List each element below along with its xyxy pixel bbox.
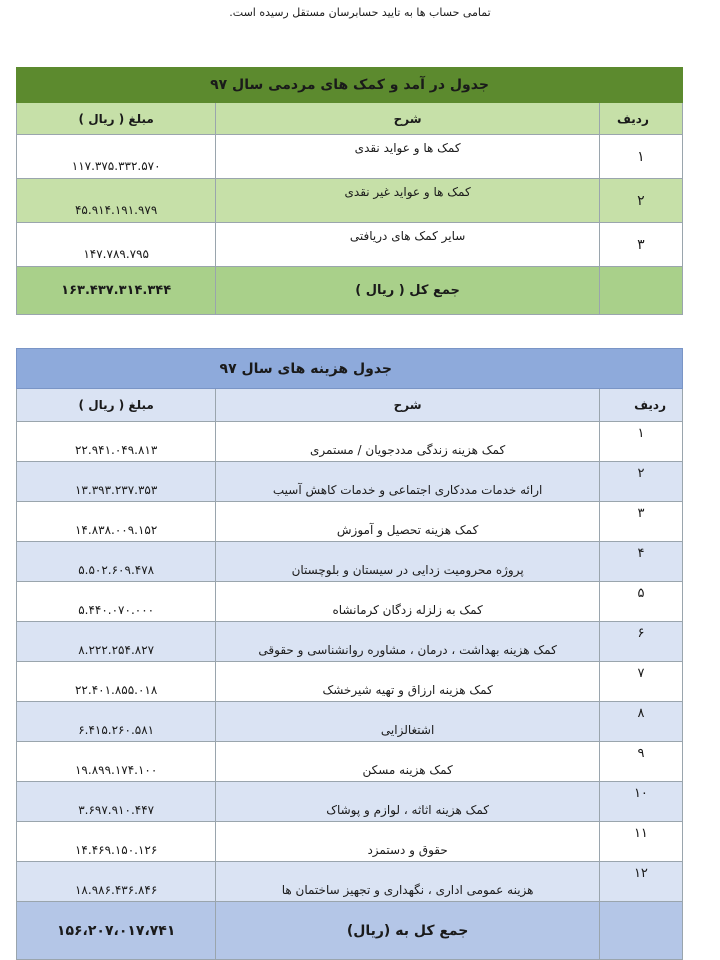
row-amount: ۱۳.۳۹۳.۲۳۷.۳۵۳ bbox=[17, 462, 216, 502]
table-row bbox=[17, 742, 683, 782]
row-amount: ۵.۵۰۲.۶۰۹.۴۷۸ bbox=[17, 542, 216, 582]
table-row bbox=[17, 662, 683, 702]
total-amount: ۱۶۳.۴۳۷.۳۱۴.۳۴۴ bbox=[17, 267, 216, 315]
row-index: ۲ bbox=[599, 179, 682, 223]
row-index: ۸ bbox=[599, 702, 682, 742]
table-row bbox=[17, 502, 683, 542]
expense-header-index: ردیف bbox=[599, 389, 682, 422]
row-description: هزینه عمومی اداری ، نگهداری و تجهیز ساختمان ها bbox=[216, 862, 600, 902]
row-index: ۷ bbox=[599, 662, 682, 702]
table-row bbox=[17, 622, 683, 662]
row-description: کمک هزینه زندگی مددجویان / مستمری bbox=[216, 422, 600, 462]
audit-note: تمامی حساب ها به تایید حسابرسان مستقل رسیده است. bbox=[229, 6, 491, 19]
row-description: ارائه خدمات مددکاری اجتماعی و خدمات کاهش آسیب bbox=[216, 462, 600, 502]
income-table-title: جدول در آمد و کمک های مردمی سال ۹۷ bbox=[17, 68, 683, 103]
row-description: کمک ها و عواید نقدی bbox=[216, 135, 600, 179]
row-description: پروژه محرومیت زدایی در سیستان و بلوچستان bbox=[216, 542, 600, 582]
table-row bbox=[17, 422, 683, 462]
row-description: کمک ها و عواید غیر نقدی bbox=[216, 179, 600, 223]
row-amount: ۶.۴۱۵.۲۶۰.۵۸۱ bbox=[17, 702, 216, 742]
total-row bbox=[17, 267, 683, 315]
expense-table bbox=[16, 348, 683, 960]
row-index: ۱۲ bbox=[599, 862, 682, 902]
row-index: ۴ bbox=[599, 542, 682, 582]
row-description: کمک هزینه اثاثه ، لوازم و پوشاک bbox=[216, 782, 600, 822]
income-header-description: شرح bbox=[216, 103, 600, 135]
row-index: ۱۰ bbox=[599, 782, 682, 822]
row-amount: ۱۴.۸۳۸.۰۰۹.۱۵۲ bbox=[17, 502, 216, 542]
expense-header-description: شرح bbox=[216, 389, 600, 422]
row-index: ۶ bbox=[599, 622, 682, 662]
row-amount: ۱۹.۸۹۹.۱۷۴.۱۰۰ bbox=[17, 742, 216, 782]
row-amount: ۱۴.۴۶۹.۱۵۰.۱۲۶ bbox=[17, 822, 216, 862]
row-amount: ۴۵.۹۱۴.۱۹۱.۹۷۹ bbox=[17, 179, 216, 223]
row-index: ۳ bbox=[599, 223, 682, 267]
row-amount: ۱۸.۹۸۶.۴۳۶.۸۴۶ bbox=[17, 862, 216, 902]
row-amount: ۳.۶۹۷.۹۱۰.۴۴۷ bbox=[17, 782, 216, 822]
row-amount: ۵.۴۴۰.۰۷۰.۰۰۰ bbox=[17, 582, 216, 622]
row-description: سایر کمک های دریافتی bbox=[216, 223, 600, 267]
total-label: جمع کل به (ریال) bbox=[216, 902, 600, 960]
row-index: ۹ bbox=[599, 742, 682, 782]
table-row bbox=[17, 462, 683, 502]
table-row bbox=[17, 135, 683, 179]
table-row bbox=[17, 223, 683, 267]
table-row bbox=[17, 702, 683, 742]
row-description: اشتغالزایی bbox=[216, 702, 600, 742]
row-index: ۳ bbox=[599, 502, 682, 542]
total-row bbox=[17, 902, 683, 960]
row-amount: ۱۱۷.۳۷۵.۳۳۲.۵۷۰ bbox=[17, 135, 216, 179]
total-label: جمع کل ( ریال ) bbox=[216, 267, 600, 315]
table-row bbox=[17, 862, 683, 902]
row-description: کمک به زلزله زدگان کرمانشاه bbox=[216, 582, 600, 622]
row-index: ۱ bbox=[599, 422, 682, 462]
row-index: ۱ bbox=[599, 135, 682, 179]
row-description: کمک هزینه ارزاق و تهیه شیرخشک bbox=[216, 662, 600, 702]
row-amount: ۲۲.۴۰۱.۸۵۵.۰۱۸ bbox=[17, 662, 216, 702]
total-amount: ۱۵۶،۲۰۷،۰۱۷،۷۴۱ bbox=[17, 902, 216, 960]
row-index: ۲ bbox=[599, 462, 682, 502]
income-header-amount: مبلغ ( ریال ) bbox=[17, 103, 216, 135]
expense-header-amount: مبلغ ( ریال ) bbox=[17, 389, 216, 422]
row-description: کمک هزینه تحصیل و آموزش bbox=[216, 502, 600, 542]
row-description: کمک هزینه مسکن bbox=[216, 742, 600, 782]
row-description: کمک هزینه بهداشت ، درمان ، مشاوره روانشناسی و حقوقی bbox=[216, 622, 600, 662]
table-row bbox=[17, 542, 683, 582]
income-header-index: ردیف bbox=[599, 103, 682, 135]
table-row bbox=[17, 822, 683, 862]
row-amount: ۲۲.۹۴۱.۰۴۹.۸۱۳ bbox=[17, 422, 216, 462]
row-index: ۱۱ bbox=[599, 822, 682, 862]
row-amount: ۱۴۷.۷۸۹.۷۹۵ bbox=[17, 223, 216, 267]
income-table bbox=[16, 67, 683, 315]
row-amount: ۸.۲۲۲.۲۵۴.۸۲۷ bbox=[17, 622, 216, 662]
row-description: حقوق و دستمزد bbox=[216, 822, 600, 862]
table-row bbox=[17, 582, 683, 622]
table-row bbox=[17, 782, 683, 822]
row-index: ۵ bbox=[599, 582, 682, 622]
expense-table-title: جدول هزینه های سال ۹۷ bbox=[17, 349, 683, 389]
table-row bbox=[17, 179, 683, 223]
